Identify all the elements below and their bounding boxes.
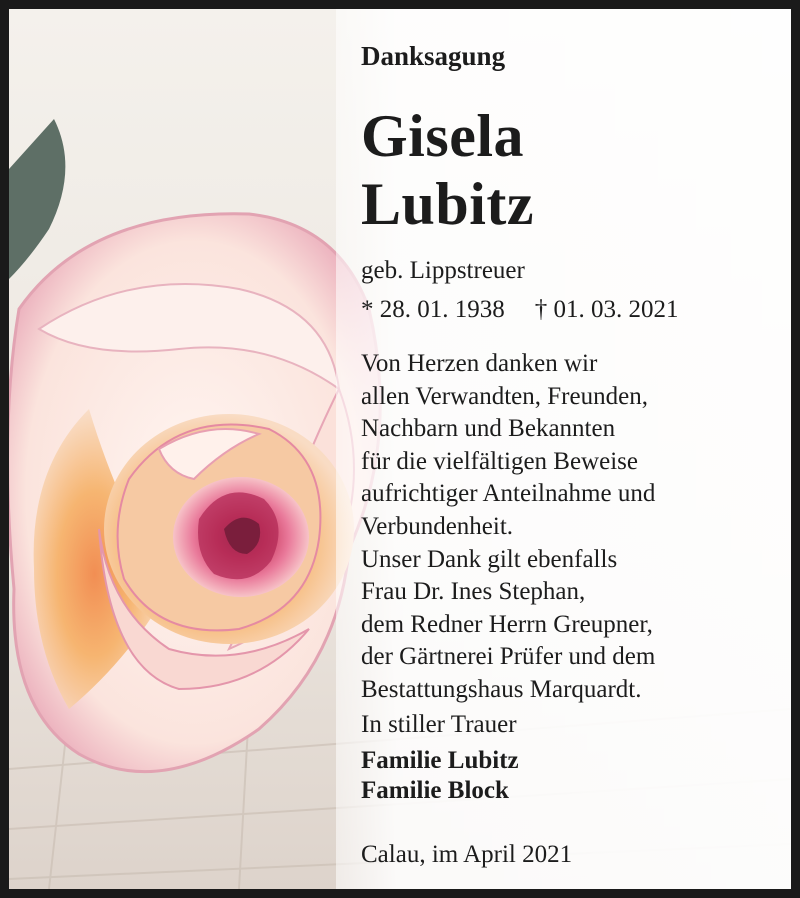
death-date: † 01. 03. 2021: [534, 296, 679, 323]
message-line: dem Redner Herrn Greupner,: [361, 610, 653, 638]
message-line: für die vielfältigen Beweise: [361, 447, 638, 475]
message-line: Bestattungshaus Marquardt.: [361, 675, 642, 703]
thanks-message: [361, 348, 655, 707]
last-name: Lubitz: [361, 171, 535, 237]
family-name: Familie Lubitz: [361, 747, 519, 774]
message-line: der Gärtnerei Prüfer und dem: [361, 643, 656, 671]
birth-date: * 28. 01. 1938: [361, 296, 505, 323]
message-line: Unser Dank gilt ebenfalls: [361, 545, 618, 573]
first-name: Gisela: [361, 103, 524, 169]
maiden-name: geb. Lippstreuer: [361, 257, 525, 284]
life-dates: [361, 296, 679, 324]
message-line: Frau Dr. Ines Stephan,: [361, 578, 586, 606]
message-line: Verbundenheit.: [361, 512, 514, 540]
message-line: Nachbarn und Bekannten: [361, 415, 616, 443]
message-line: allen Verwandten, Freunden,: [361, 382, 648, 410]
mourning-line: In stiller Trauer: [361, 711, 517, 738]
place-date: Calau, im April 2021: [361, 841, 573, 868]
family-name: Familie Block: [361, 777, 509, 804]
notice-heading: Danksagung: [361, 41, 506, 71]
message-line: aufrichtiger Anteilnahme und: [361, 480, 656, 508]
message-line: Von Herzen danken wir: [361, 350, 598, 377]
